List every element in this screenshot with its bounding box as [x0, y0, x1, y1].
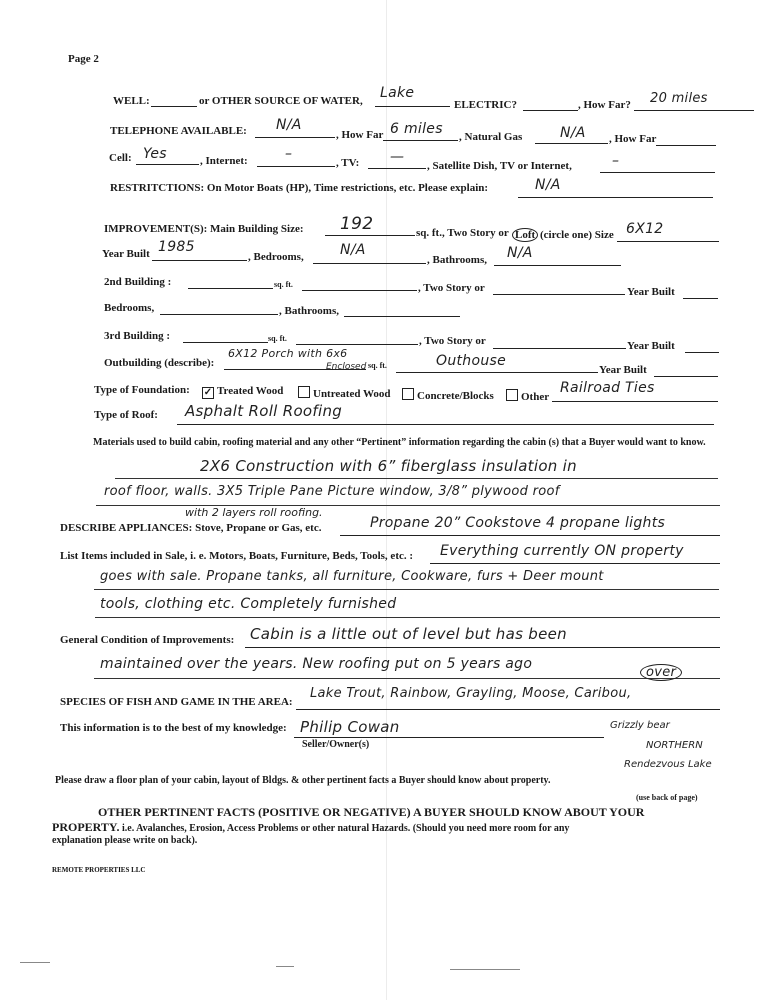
page-label: Page 2	[68, 53, 99, 65]
second-sqft-field-line	[302, 290, 417, 291]
species-value: Lake Trout, Rainbow, Grayling, Moose, Caribou,	[310, 686, 632, 701]
well-field-line	[151, 106, 197, 107]
scan-mark	[450, 969, 520, 970]
third-year-built-label: Year Built	[627, 340, 675, 352]
other-water-label: or OTHER SOURCE OF WATER,	[199, 95, 363, 107]
telephone-how-far-label: , How Far	[336, 129, 384, 141]
third-two-story-field-line	[493, 348, 626, 349]
restrictions-value: N/A	[535, 177, 561, 193]
scan-mark	[20, 962, 50, 963]
condition-circled-note: over	[640, 664, 682, 681]
signature-field-line	[294, 737, 604, 738]
how-far-value: 20 miles	[650, 91, 708, 106]
internet-label: , Internet:	[200, 155, 248, 167]
foundation-option-treated-label: Treated Wood	[217, 385, 284, 397]
outbuilding-year-built-field-line	[654, 376, 718, 377]
electric-label: ELECTRIC?	[454, 99, 517, 111]
bedrooms-label: , Bedrooms,	[248, 251, 304, 263]
natural-gas-value: N/A	[560, 125, 586, 141]
water-field-line	[375, 106, 450, 107]
foundation-other-value: Railroad Ties	[560, 380, 655, 396]
appliances-field-line	[340, 535, 720, 536]
foundation-option-treated[interactable]	[202, 385, 283, 399]
second-bathrooms-label: , Bathrooms,	[279, 305, 339, 317]
telephone-how-far-value: 6 miles	[390, 121, 443, 137]
outbuilding-label: Outbuilding (describe):	[104, 357, 215, 369]
restrictions-label: RESTRITCTIONS: On Motor Boats (HP), Time restrictions, etc. Please explain:	[110, 182, 489, 194]
natural-gas-label: , Natural Gas	[459, 131, 523, 143]
how-far-field-line	[634, 110, 754, 111]
condition-line-2	[94, 678, 720, 679]
natural-gas-field-line	[535, 143, 608, 144]
cell-field-line	[136, 164, 199, 165]
two-story-label: sq. ft., Two Story or	[416, 227, 509, 239]
foundation-option-other[interactable]	[506, 389, 549, 403]
bathrooms-value: N/A	[507, 245, 533, 261]
internet-field-line	[257, 166, 335, 167]
third-year-built-field-line	[685, 352, 719, 353]
telephone-label: TELEPHONE AVAILABLE:	[110, 125, 247, 137]
list-items-field-line	[430, 563, 720, 564]
second-year-built-field-line	[683, 298, 718, 299]
species-label: SPECIES OF FISH AND GAME IN THE AREA:	[60, 696, 293, 708]
size-value: 6X12	[626, 221, 664, 237]
second-bedrooms-label: Bedrooms,	[104, 302, 155, 314]
foundation-option-concrete[interactable]	[402, 388, 494, 402]
signature-caption: Seller/Owner(s)	[302, 739, 370, 750]
water-source-value: Lake	[380, 85, 415, 101]
signature-value: Philip Cowan	[300, 718, 400, 736]
foundation-option-untreated-label: Untreated Wood	[313, 388, 391, 400]
third-building-label: 3rd Building :	[104, 330, 171, 342]
second-bedrooms-field-line	[160, 314, 278, 315]
bedrooms-field-line	[313, 263, 426, 264]
outbuilding-desc-field-line	[396, 372, 598, 373]
second-sqft-label: sq. ft.	[274, 280, 293, 289]
other-facts-line-3: explanation please write on back).	[52, 835, 198, 846]
year-built-field-line	[152, 260, 247, 261]
signature-label: This information is to the best of my knowledge:	[60, 722, 287, 734]
satellite-label: , Satellite Dish, TV or Internet,	[427, 160, 572, 172]
satellite-field-line	[600, 172, 715, 173]
telephone-field-line	[255, 137, 335, 138]
second-year-built-label: Year Built	[627, 286, 675, 298]
foundation-option-concrete-label: Concrete/Blocks	[417, 390, 494, 402]
materials-text-1: 2X6 Construction with 6” fiberglass insulation in	[200, 457, 577, 475]
third-building-field-line	[183, 342, 268, 343]
third-sqft-field-line	[296, 344, 418, 345]
species-extra-2: NORTHERN	[646, 740, 703, 751]
bathrooms-field-line	[494, 265, 621, 266]
condition-field-line	[245, 647, 720, 648]
species-field-line	[296, 709, 720, 710]
list-items-text-3: tools, clothing etc. Completely furnished	[100, 596, 397, 612]
foundation-other-field-line	[552, 401, 718, 402]
restrictions-field-line	[518, 197, 713, 198]
checkbox-checked-icon[interactable]: ✓	[203, 387, 213, 398]
outbuilding-outhouse-value: Outhouse	[436, 353, 507, 369]
year-built-label: Year Built	[102, 248, 150, 260]
outbuilding-value: 6X12 Porch with 6x6	[228, 347, 348, 360]
materials-text-3: with 2 layers roll roofing.	[185, 506, 323, 519]
outbuilding-sqft-label: sq. ft.	[368, 361, 387, 370]
checkbox-icon[interactable]	[298, 386, 310, 398]
cell-label: Cell:	[109, 152, 132, 164]
floor-plan-note: (use back of page)	[636, 793, 698, 802]
third-sqft-label: sq. ft.	[268, 334, 287, 343]
footer-company: REMOTE PROPERTIES LLC	[52, 866, 146, 874]
main-size-value: 192	[340, 214, 374, 234]
year-built-value: 1985	[158, 239, 195, 255]
foundation-option-untreated[interactable]	[298, 386, 391, 400]
other-facts-line-2-rest: i.e. Avalanches, Erosion, Access Problems or other natural Hazards. (Should you need more room for any	[121, 823, 570, 834]
size-field-line	[617, 241, 719, 242]
roof-label: Type of Roof:	[94, 409, 158, 421]
second-two-story-field-line	[493, 294, 625, 295]
checkbox-icon[interactable]	[506, 389, 518, 401]
bathrooms-label: , Bathrooms,	[427, 254, 487, 266]
condition-text-2: maintained over the years. New roofing put on 5 years ago	[100, 656, 533, 672]
list-items-line-3	[95, 617, 720, 618]
circle-one-label: (circle one) Size	[540, 229, 614, 241]
roof-field-line	[177, 424, 714, 425]
materials-label: Materials used to build cabin, roofing material and any other “Pertinent” information regarding the cabin (s) that a Buyer would want to know.	[93, 437, 706, 448]
cell-value: Yes	[143, 146, 167, 162]
tv-field-line	[368, 168, 426, 169]
list-items-label: List Items included in Sale, i. e. Motors, Boats, Furniture, Beds, Tools, etc. :	[60, 550, 414, 562]
other-facts-heading: OTHER PERTINENT FACTS (POSITIVE OR NEGATIVE) A BUYER SHOULD KNOW ABOUT YOUR	[98, 805, 645, 819]
condition-label: General Condition of Improvements:	[60, 634, 235, 646]
second-two-story-label: , Two Story or	[418, 282, 485, 294]
second-building-label: 2nd Building :	[104, 276, 172, 288]
appliances-value: Propane 20” Cookstove 4 propane lights	[370, 515, 666, 531]
species-extra-1: Grizzly bear	[610, 720, 670, 731]
other-facts-property-word: PROPERTY.	[52, 820, 120, 834]
appliances-label: DESCRIBE APPLIANCES: Stove, Propane or Gas, etc.	[60, 522, 322, 534]
materials-line-1	[115, 478, 718, 479]
species-extra-3: Rendezvous Lake	[624, 759, 712, 770]
tv-label: , TV:	[336, 157, 360, 169]
list-items-text-1: Everything currently ON property	[440, 543, 684, 559]
page-fold-line	[386, 0, 387, 1000]
tv-value: —	[390, 149, 405, 165]
second-building-field-line	[188, 288, 273, 289]
bedrooms-value: N/A	[340, 242, 366, 258]
checkbox-icon[interactable]	[402, 388, 414, 400]
second-bathrooms-field-line	[344, 316, 460, 317]
third-two-story-label: , Two Story or	[419, 335, 486, 347]
condition-text-1: Cabin is a little out of level but has been	[250, 625, 567, 643]
outbuilding-value-enclosed: Enclosed	[326, 362, 367, 372]
list-items-line-2	[94, 589, 719, 590]
telephone-how-far2-label: , How Far	[609, 133, 657, 145]
foundation-option-other-label: Other	[521, 391, 550, 403]
scan-mark	[276, 966, 294, 967]
floor-plan-text: Please draw a floor plan of your cabin, layout of Bldgs. & other pertinent facts a Buyer should know about property.	[55, 775, 551, 786]
improvements-label: IMPROVEMENT(S): Main Building Size:	[104, 223, 304, 235]
foundation-label: Type of Foundation:	[94, 384, 190, 396]
list-items-text-2: goes with sale. Propane tanks, all furniture, Cookware, furs + Deer mount	[100, 569, 604, 584]
roof-value: Asphalt Roll Roofing	[185, 402, 343, 420]
main-size-field-line	[325, 235, 415, 236]
loft-option-circled: Loft	[512, 228, 538, 242]
other-facts-line-2	[52, 820, 569, 835]
how-far-label: , How Far?	[578, 99, 631, 111]
materials-text-2: roof floor, walls. 3X5 Triple Pane Picture window, 3/8” plywood roof	[104, 484, 560, 499]
internet-value: –	[285, 146, 293, 162]
telephone-how-far-line	[383, 140, 458, 141]
satellite-value: –	[612, 153, 620, 169]
electric-field-line	[523, 110, 578, 111]
well-label: WELL:	[113, 95, 150, 107]
outbuilding-year-built-label: Year Built	[599, 364, 647, 376]
telephone-how-far2-line	[656, 145, 716, 146]
telephone-value: N/A	[276, 117, 302, 133]
